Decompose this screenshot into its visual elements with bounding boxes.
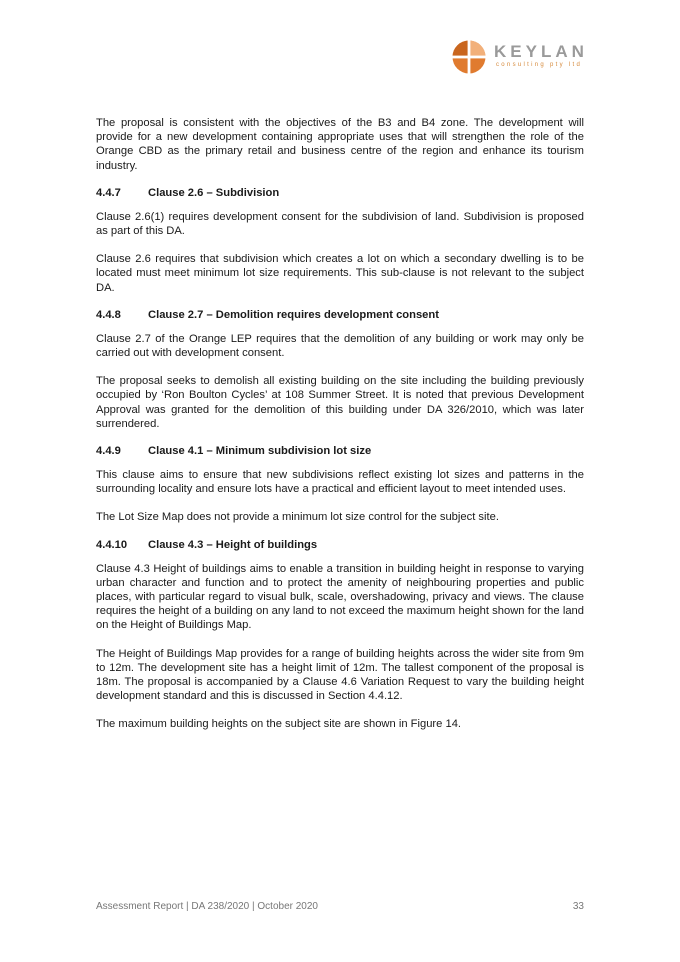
keylan-logo-mark-icon: [452, 40, 486, 74]
paragraph: Clause 2.7 of the Orange LEP requires that the demolition of any building or work may only be carried out with development consent.: [96, 332, 584, 360]
section-number: 4.4.9: [96, 445, 121, 458]
paragraph: The proposal seeks to demolish all existing building on the site including the building previously occupied by ‘Ron Boulton Cycles’ at 108 Summer Street. It is noted that previous Development Approval was granted for the demolition of this building under DA 326/2010, which was later surrendered.: [96, 375, 584, 430]
intro-paragraph: The proposal is consistent with the objectives of the B3 and B4 zone. The development will provide for a new development containing appropriate uses that will strengthen the role of the Orange CBD as the primary retail and business centre of the region and enhance its tourism industry.: [96, 117, 584, 172]
section-number: 4.4.8: [96, 308, 121, 321]
keylan-logo: [452, 40, 592, 74]
page-number: 33: [572, 901, 584, 912]
paragraph: Clause 2.6 requires that subdivision which creates a lot on which a secondary dwelling is to be located must meet minimum lot size requirements. This sub-clause is not relevant to the subject DA.: [96, 253, 584, 294]
paragraph: Clause 4.3 Height of buildings aims to enable a transition in building height in response to varying urban character and function and to protect the amenity of neighbouring properties and public places, with particular regard to visual bulk, scale, overshadowing, privacy and views. The clause requires the height of a building on any land to not exceed the maximum height shown for the land on the Height of Buildings Map.: [96, 562, 584, 632]
report-body: [96, 116, 584, 745]
section-title: Clause 4.1 – Minimum subdivision lot size: [148, 445, 372, 458]
section-heading-4-4-10: [96, 538, 584, 552]
footer-report-reference: Assessment Report | DA 238/2020 | October 2020: [96, 901, 318, 912]
paragraph: The Lot Size Map does not provide a minimum lot size control for the subject site.: [96, 511, 499, 524]
section-title: Clause 2.7 – Demolition requires development consent: [148, 308, 439, 321]
logo-tagline: consulting pty ltd: [496, 62, 583, 68]
section-number: 4.4.7: [96, 186, 121, 199]
paragraph: The maximum building heights on the subject site are shown in Figure 14.: [96, 718, 462, 731]
section-number: 4.4.10: [96, 538, 128, 551]
section-title: Clause 2.6 – Subdivision: [148, 186, 280, 199]
section-heading-4-4-8: [96, 308, 584, 322]
section-heading-4-4-7: [96, 186, 584, 200]
paragraph: This clause aims to ensure that new subdivisions reflect existing lot sizes and patterns in the surrounding locality and ensure lots have a practical and efficient layout to meet intended uses.: [96, 469, 584, 496]
paragraph: The Height of Buildings Map provides for a range of building heights across the wider site from 9m to 12m. The development site has a height limit of 12m. The tallest component of the proposal is 18m. The proposal is accompanied by a Clause 4.6 Variation Request to vary the building height development standard and this is discussed in Section 4.4.12.: [96, 647, 584, 703]
section-title: Clause 4.3 – Height of buildings: [148, 538, 318, 551]
logo-wordmark: KEYLAN: [494, 42, 588, 61]
section-heading-4-4-9: [96, 444, 584, 458]
paragraph: Clause 2.6(1) requires development consent for the subdivision of land. Subdivision is proposed as part of this DA.: [96, 210, 584, 238]
